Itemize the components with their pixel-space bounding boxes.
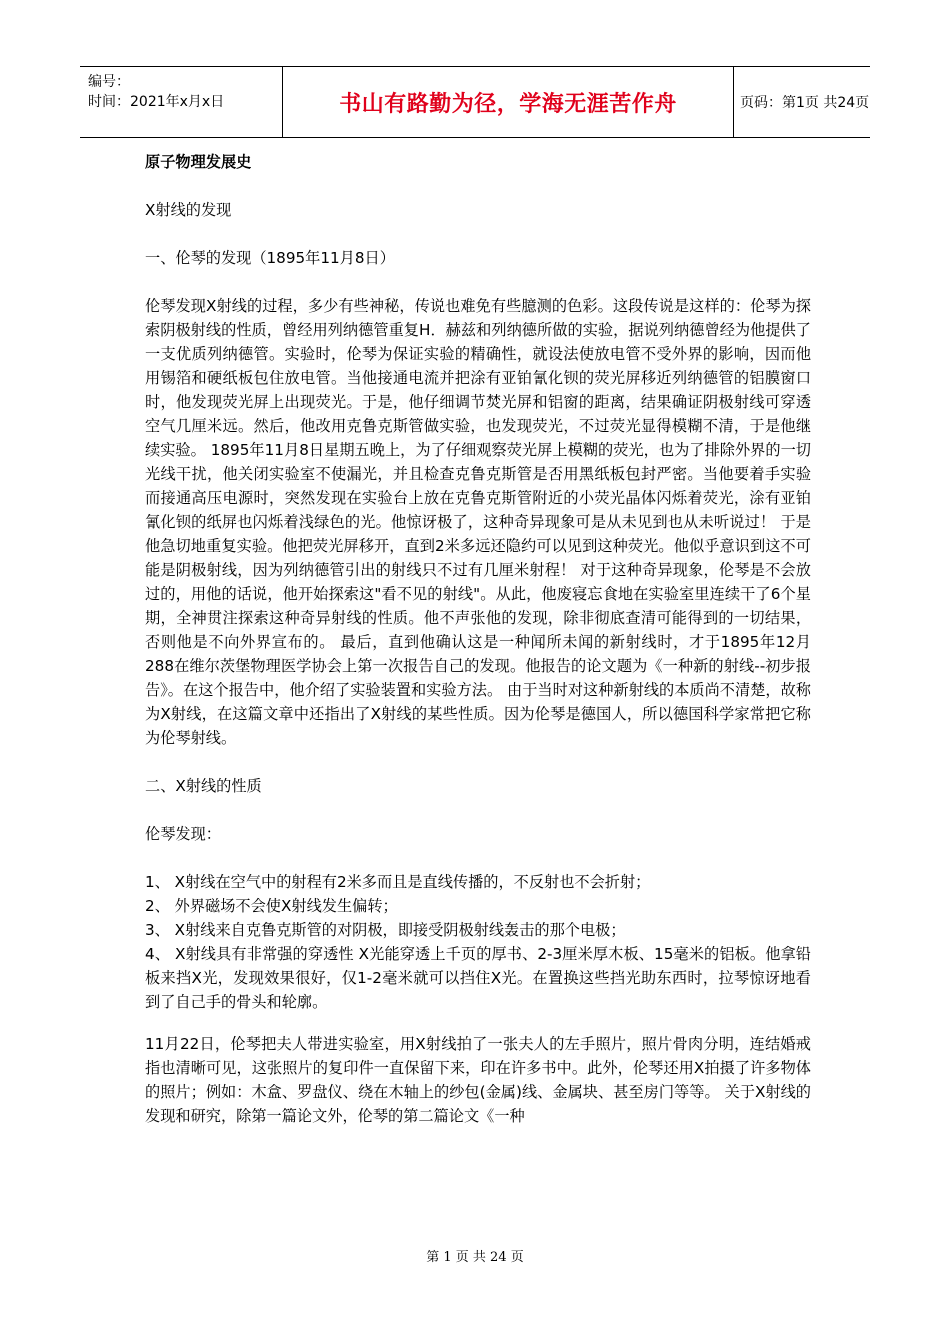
- heading-discovery: 一、伦琴的发现（1895年11月8日）: [145, 249, 395, 267]
- doc-date: 时间：2021年x月x日: [88, 94, 225, 110]
- header-page-info: 页码：第1页 共24页: [740, 95, 870, 111]
- document-body: [145, 150, 811, 1128]
- paragraph-discovery: 伦琴发现X射线的过程，多少有些神秘，传说也难免有些臆测的色彩。这段传说是这样的：伦琴为探索阴极射线的性质，曾经用列纳德管重复H．赫兹和列纳德所做的实验，据说列纳德曾经为他提供了一支优质列纳德管。实验时，伦琴为保证实验的精确性，就设法使放电管不受外界的影响，因而他用锡箔和硬纸板包住放电管。当他接通电流并把涂有亚铂氰化钡的荧光屏移近列纳德管的铝膜窗口时，他发现荧光屏上出现荧光。于是，他仔细调节焚光屏和铝窗的距离，结果确证阴极射线可穿透空气几厘米远。然后，他改用克鲁克斯管做实验，也发现荧光，不过荧光显得模糊不清，于是他继续实验。 1895年11月8日星期五晚上，为了仔细观察荧光屏上模糊的荧光，也为了排除外界的一切光线干扰，他关闭实验室不使漏光，并且检查克鲁克斯管是否用黑纸板包封严密。当他要着手实验而接通高压电源时，突然发现在实验台上放在克鲁克斯管附近的小荧光晶体闪烁着荧光，涂有亚铂氰化钡的纸屏也闪烁着浅绿色的光。他惊讶极了，这种奇异现象可是从未见到也从未听说过！ 于是他急切地重复实验。他把荧光屏移开，直到2米多远还隐约可以见到这种荧光。他似乎意识到这不可能是阴极射线，因为列纳德管引出的射线只不过有几厘米射程！ 对于这种奇异现象，伦琴是不会放过的，用他的话说，他开始探索这"看不见的射线"。从此，他废寝忘食地在实验室里连续干了6个星期，全神贯注探索这种奇异射线的性质。他不声张他的发现，除非彻底查清可能得到的一切结果，否则他是不向外界宣布的。 最后，直到他确认这是一种闻所未闻的新射线时，才于1895年12月288在维尔茨堡物理医学协会上第一次报告自己的发现。他报告的论文题为《一种新的射线--初步报告》。在这个报告中，他介绍了实验装置和实验方法。 由于当时对这种新射线的本质尚不清楚，故称为X射线，在这篇文章中还指出了X射线的某些性质。因为伦琴是德国人，所以德国科学家常把它称为伦琴射线。: [145, 297, 811, 747]
- page-header: [80, 66, 870, 138]
- page-footer: 第 1 页 共 24 页: [426, 1250, 524, 1265]
- header-meta: [80, 67, 282, 137]
- section-title: X射线的发现: [145, 201, 232, 219]
- heading-properties: 二、X射线的性质: [145, 777, 262, 795]
- list-item: 2、 外界磁场不会使X射线发生偏转；: [145, 897, 398, 915]
- header-motto-cell: [282, 67, 734, 137]
- doc-number: 编号：: [88, 74, 130, 90]
- list-item: 1、 X射线在空气中的射程有2米多而且是直线传播的，不反射也不会折射；: [145, 873, 651, 891]
- paragraph-photograph: 11月22日，伦琴把夫人带进实验室，用X射线拍了一张夫人的左手照片，照片骨肉分明，连结婚戒指也清晰可见，这张照片的复印件一直保留下来，印在许多书中。此外，伦琴还用X拍摄了许多物体的照片；例如：木盒、罗盘仪、绕在木轴上的纱包(金属)线、金属块、甚至房门等等。 关于X射线的发现和研究，除第一篇论文外，伦琴的第二篇论文《一种: [145, 1035, 811, 1125]
- properties-intro: 伦琴发现：: [145, 825, 221, 843]
- list-item: 4、 X射线具有非常强的穿透性 X光能穿透上千页的厚书、2-3厘米厚木板、15毫米的铝板。他拿铅板来挡X光，发现效果很好，仅1-2毫米就可以挡住X光。在置换这些挡光助东西时，拉琴惊讶地看到了自己手的骨头和轮廓。: [145, 945, 811, 1011]
- list-item: 3、 X射线来自克鲁克斯管的对阴极，即接受阴极射线轰击的那个电极；: [145, 921, 626, 939]
- document-title: 原子物理发展史: [145, 153, 252, 171]
- header-motto: 书山有路勤为径，学海无涯苦作舟: [339, 91, 677, 117]
